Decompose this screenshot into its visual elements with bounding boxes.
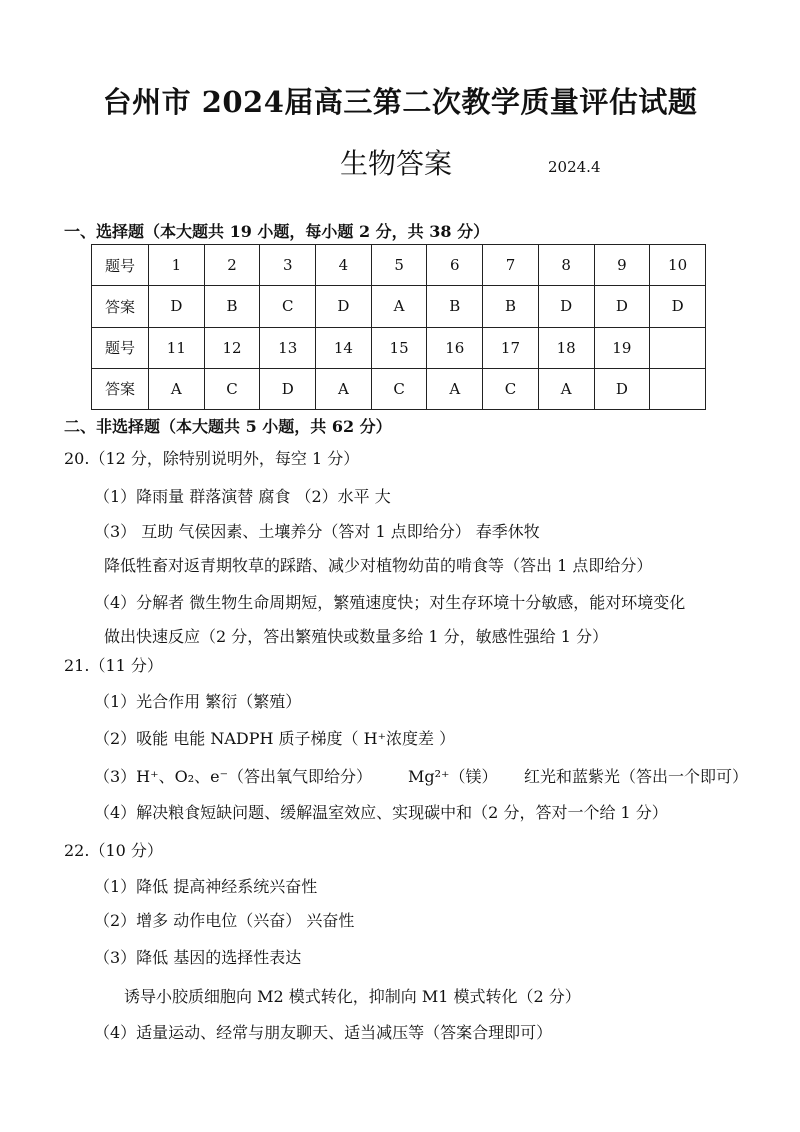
table-cell: 6	[427, 245, 483, 286]
table-cell: D	[538, 286, 594, 327]
table-cell: 19	[594, 327, 650, 368]
table-row	[92, 327, 706, 368]
table-cell: 4	[316, 245, 372, 286]
q22-answer-line: （4）适量运动、经常与朋友聊天、适当减压等（答案合理即可）	[94, 1023, 553, 1042]
row-label: 题号	[92, 327, 149, 368]
table-cell: D	[594, 368, 650, 409]
q22-answer-line: （3）降低 基因的选择性表达	[94, 948, 302, 967]
table-row	[92, 286, 706, 327]
table-cell: 12	[204, 327, 260, 368]
answer-table	[91, 244, 706, 410]
table-cell: 13	[260, 327, 316, 368]
q22-heading: 22.（10 分）	[64, 841, 163, 860]
q22-answer-line: （1）降低 提高神经系统兴奋性	[94, 877, 318, 896]
table-row	[92, 245, 706, 286]
table-cell: D	[260, 368, 316, 409]
q22-answer-line: （2）增多 动作电位（兴奋） 兴奋性	[94, 911, 355, 930]
table-cell: 7	[483, 245, 539, 286]
table-cell: 11	[149, 327, 205, 368]
exam-date: 2024.4	[548, 158, 601, 176]
table-cell: A	[316, 368, 372, 409]
q21-answer-line: （2）吸能 电能 NADPH 质子梯度（ H⁺浓度差 ）	[94, 729, 456, 748]
row-label: 题号	[92, 245, 149, 286]
table-cell: B	[204, 286, 260, 327]
table-cell: A	[149, 368, 205, 409]
table-cell: 14	[316, 327, 372, 368]
q20-answer-line: （1）降雨量 群落演替 腐食 （2）水平 大	[94, 487, 391, 506]
page-title: 台州市 2024届高三第二次教学质量评估试题	[102, 85, 698, 119]
table-cell: 1	[149, 245, 205, 286]
q20-answer-line: （4）分解者 微生物生命周期短，繁殖速度快；对生存环境十分敏感，能对环境变化	[94, 593, 686, 612]
q20-heading: 20.（12 分，除特别说明外，每空 1 分）	[64, 449, 360, 468]
table-cell: 5	[371, 245, 427, 286]
table-cell: A	[538, 368, 594, 409]
table-cell: 15	[371, 327, 427, 368]
q20-answer-line: （3） 互助 气侯因素、土壤养分（答对 1 点即给分） 春季休牧	[94, 522, 540, 541]
q21-answer-line: （1）光合作用 繁衍（繁殖）	[94, 692, 302, 711]
table-cell: 10	[650, 245, 706, 286]
table-cell: A	[371, 286, 427, 327]
table-cell: D	[149, 286, 205, 327]
q21-answer-line: （3）H⁺、O₂、e⁻（答出氧气即给分）	[94, 767, 373, 786]
row-label: 答案	[92, 286, 149, 327]
table-cell: C	[260, 286, 316, 327]
table-cell: 8	[538, 245, 594, 286]
table-cell: 2	[204, 245, 260, 286]
table-cell	[650, 327, 706, 368]
q22-answer-line: 诱导小胶质细胞向 M2 模式转化，抑制向 M1 模式转化（2 分）	[124, 987, 581, 1006]
table-cell: 9	[594, 245, 650, 286]
table-cell: 18	[538, 327, 594, 368]
table-cell: D	[316, 286, 372, 327]
q21-answer-line: （4）解决粮食短缺问题、缓解温室效应、实现碳中和（2 分，答对一个给 1 分）	[94, 803, 668, 822]
table-cell: A	[427, 368, 483, 409]
table-cell: 16	[427, 327, 483, 368]
table-cell: B	[427, 286, 483, 327]
q21-answer-light: 红光和蓝紫光（答出一个即可）	[524, 767, 749, 786]
section1-heading: 一、选择题（本大题共 19 小题，每小题 2 分，共 38 分）	[64, 222, 490, 241]
table-row	[92, 368, 706, 409]
table-cell: B	[483, 286, 539, 327]
q20-answer-line: 做出快速反应（2 分，答出繁殖快或数量多给 1 分，敏感性强给 1 分）	[104, 627, 608, 646]
table-cell: 3	[260, 245, 316, 286]
row-label: 答案	[92, 368, 149, 409]
q20-answer-line: 降低牲畜对返青期牧草的踩踏、减少对植物幼苗的啃食等（答出 1 点即给分）	[104, 556, 653, 575]
table-cell	[650, 368, 706, 409]
page-subtitle: 生物答案	[340, 147, 453, 180]
table-cell: 17	[483, 327, 539, 368]
q21-answer-magnesium: Mg²⁺（镁）	[408, 767, 498, 786]
table-cell: C	[483, 368, 539, 409]
q21-heading: 21.（11 分）	[64, 656, 163, 675]
table-cell: D	[594, 286, 650, 327]
section2-heading: 二、非选择题（本大题共 5 小题，共 62 分）	[64, 417, 392, 436]
table-cell: C	[204, 368, 260, 409]
table-cell: D	[650, 286, 706, 327]
table-cell: C	[371, 368, 427, 409]
